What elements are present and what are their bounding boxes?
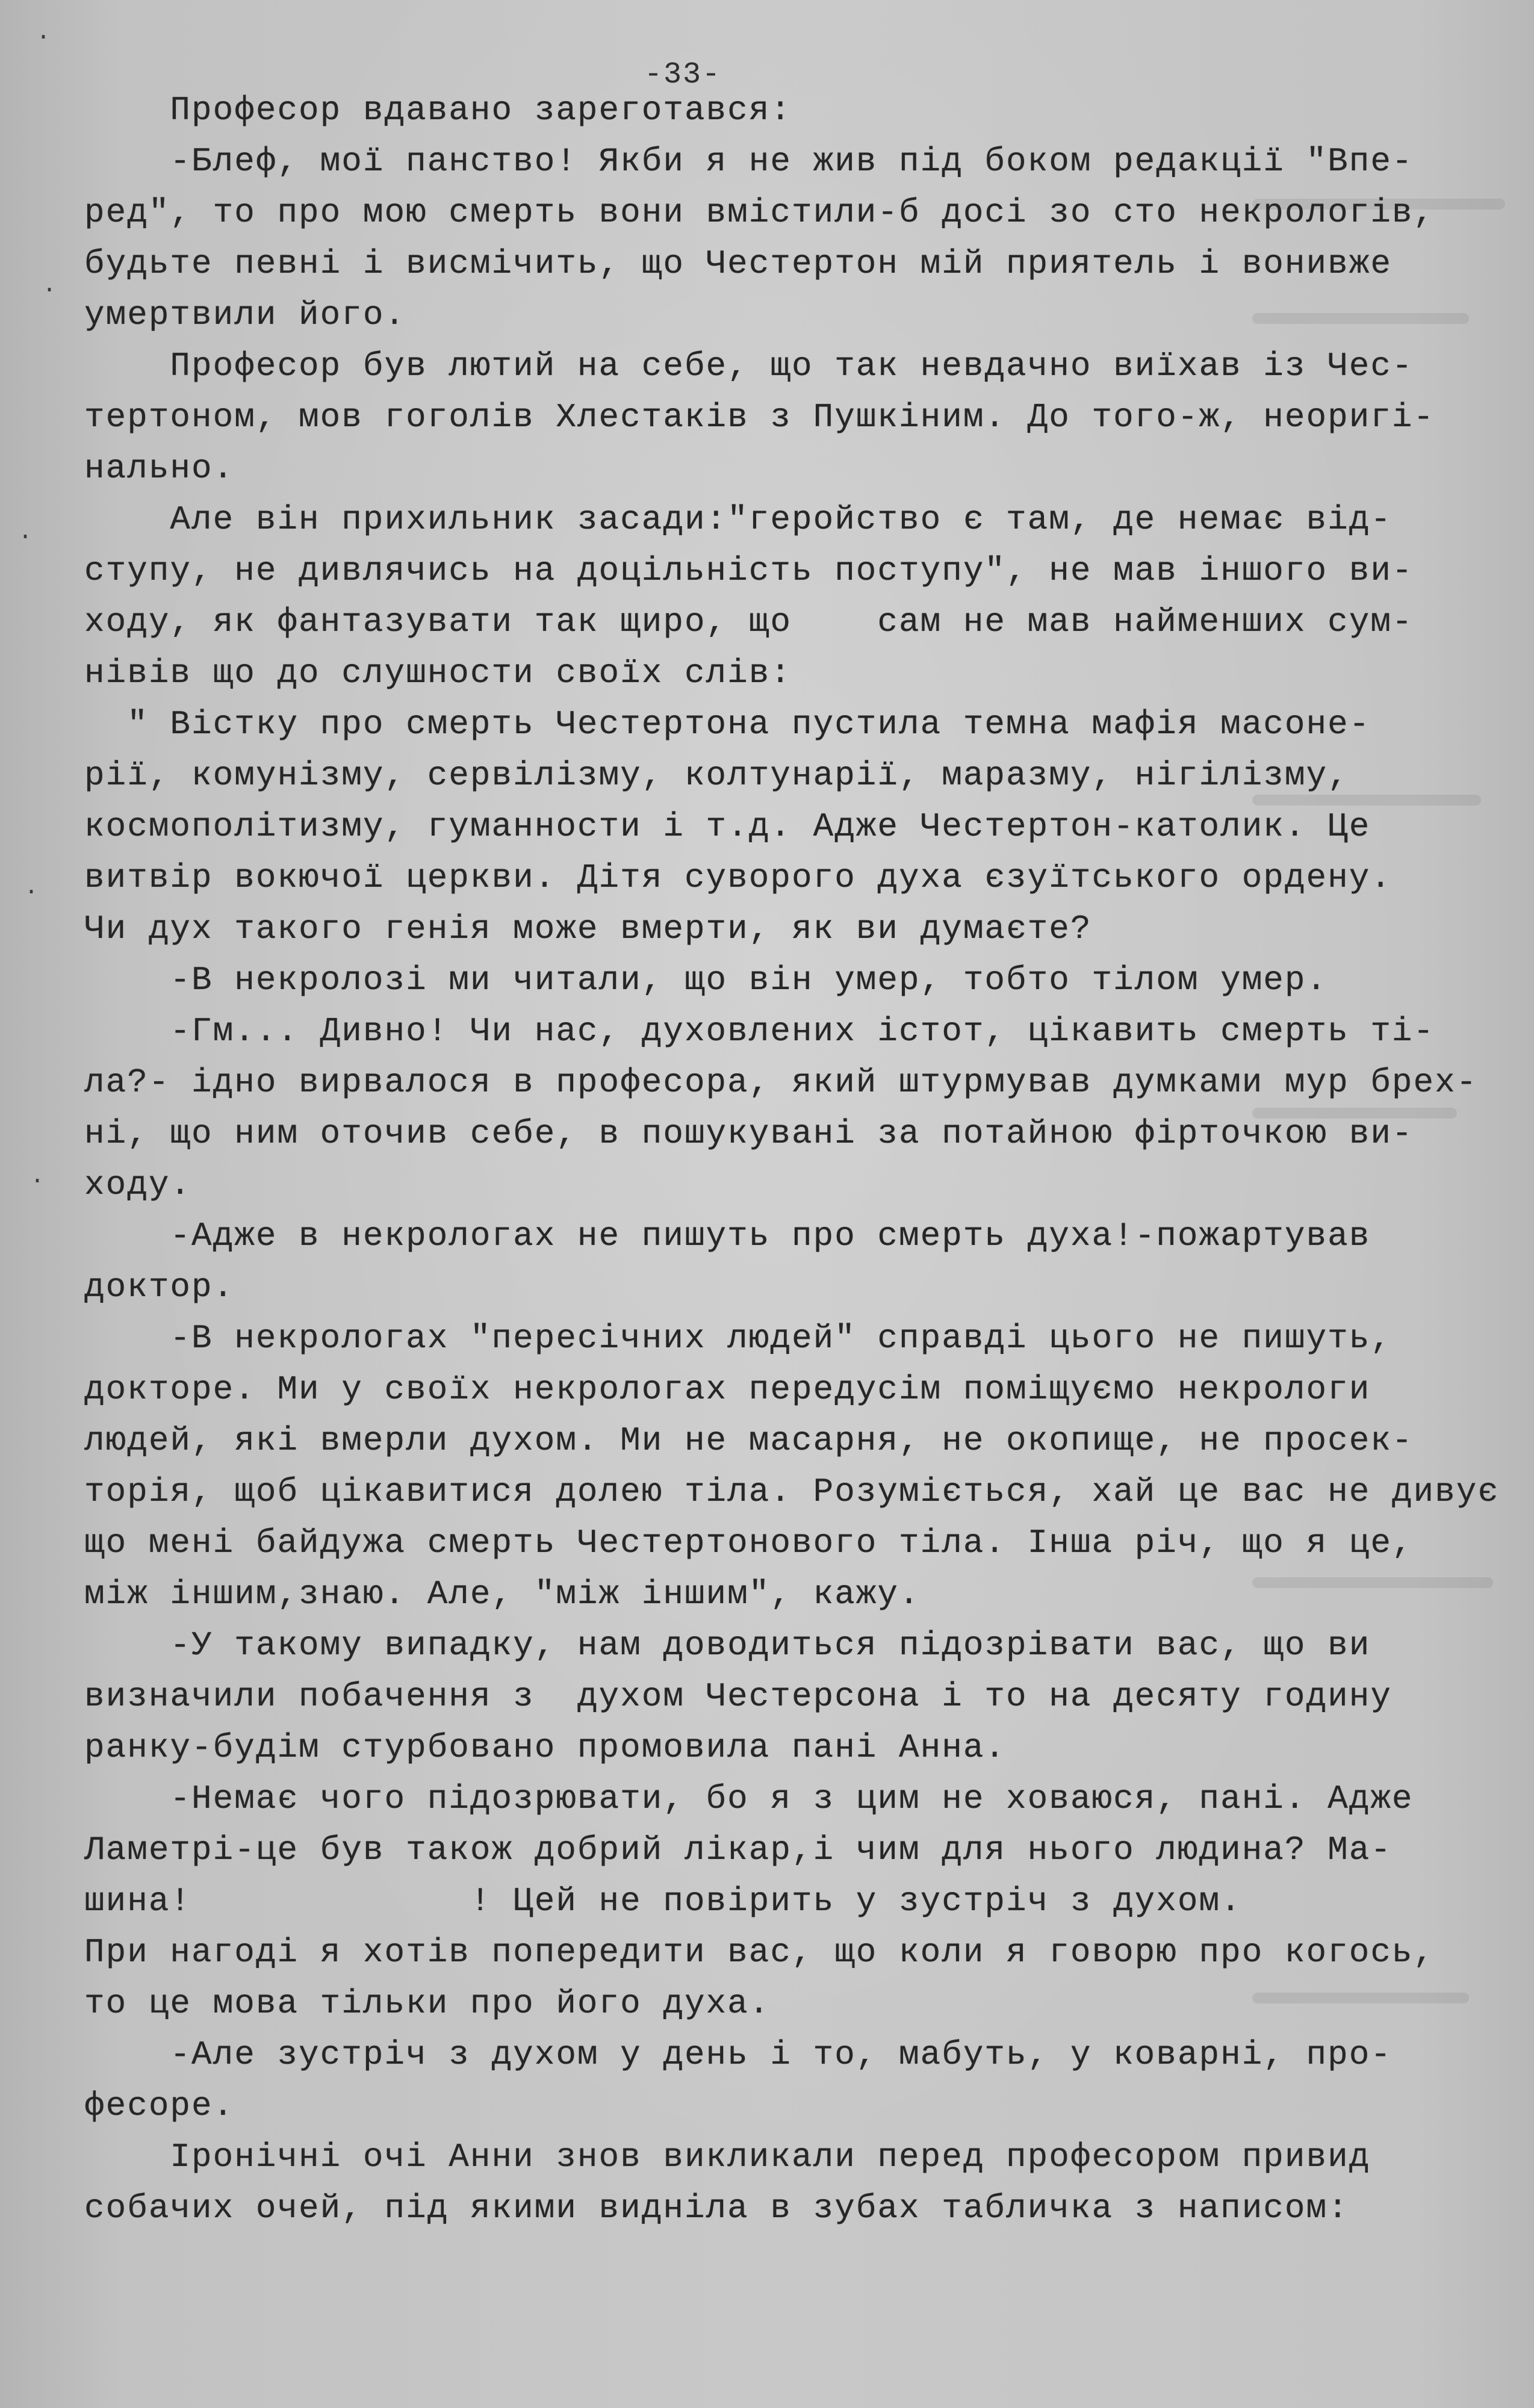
text-line: нально. (84, 449, 235, 488)
text-line: що мені байдужа смерть Честертонового тіла. Інша річ, що я це, (84, 1524, 1414, 1562)
text-line: -В некролозі ми читали, що він умер, тобто тілом умер. (84, 961, 1328, 999)
text-line: " Вістку про смерть Честертона пустила темна мафія масоне- (84, 705, 1371, 743)
text-line: між іншим,знаю. Але, "між іншим", кажу. (84, 1575, 921, 1613)
scan-speck: · (36, 24, 51, 51)
text-line: нівів що до слушности своїх слів: (84, 654, 792, 692)
text-line: витвір вокючої церкви. Дітя суворого духа єзуїтського ордену. (84, 858, 1392, 897)
text-line: собачих очей, під якими видніла в зубах табличка з написом: (84, 2189, 1349, 2227)
text-line: тертоном, мов гоголів Хлестаків з Пушкіним. До того-ж, неоригі- (84, 398, 1435, 436)
text-line: ранку-будім стурбовано промовила пані Анна. (84, 1728, 1007, 1767)
text-line: Але він прихильник засади:"геройство є там, де немає від- (84, 500, 1392, 539)
text-line: доктор. (84, 1268, 235, 1306)
text-line: -Блеф, мої панство! Якби я не жив під боком редакції "Впе- (84, 142, 1414, 181)
text-line: торія, щоб цікавитися долею тіла. Розуміється, хай це вас не дивує (84, 1472, 1499, 1511)
text-line: будьте певні і висмічить, що Честертон мій приятель і вонивже (84, 244, 1392, 283)
text-line: -Гм... Дивно! Чи нас, духовлених істот, цікавить смерть ті- (84, 1012, 1435, 1050)
text-line: визначили побачення з духом Честерсона і то на десяту годину (84, 1677, 1392, 1716)
text-line: Чи дух такого генія може вмерти, як ви думаєте? (84, 910, 1092, 948)
text-line: -Адже в некрологах не пишуть про смерть духа!-пожартував (84, 1217, 1371, 1255)
scan-speck: · (24, 879, 39, 906)
text-line: Іронічні очі Анни знов викликали перед професором привид (84, 2138, 1371, 2176)
bleed-through-smudge (1252, 313, 1469, 324)
text-line: то це мова тільки про його духа. (84, 1984, 771, 2023)
text-line: -Немає чого підозрювати, бо я з цим не ховаюся, пані. Адже (84, 1780, 1414, 1818)
scan-speck: · (18, 524, 33, 551)
text-line: ла?- ідно вирвалося в професора, який штурмував думками мур брех- (84, 1063, 1478, 1102)
text-line: ходу, як фантазувати так щиро, що сам не мав найменших сум- (84, 603, 1414, 641)
text-line: Професор був лютий на себе, що так невдачно виїхав із Чес- (84, 347, 1414, 385)
text-line: -У такому випадку, нам доводиться підозрівати вас, що ви (84, 1626, 1371, 1665)
text-line: рії, комунізму, сервілізму, колтунарії, маразму, нігілізму, (84, 756, 1349, 795)
text-line: людей, які вмерли духом. Ми не масарня, не окопище, не просек- (84, 1421, 1414, 1460)
text-line: умертвили його. (84, 296, 406, 334)
text-line: докторе. Ми у своїх некрологах передусім поміщуємо некрологи (84, 1370, 1371, 1409)
text-line: фесоре. (84, 2087, 235, 2125)
scan-speck: · (42, 277, 57, 304)
text-line: ні, що ним оточив себе, в пошукувані за потайною фірточкою ви- (84, 1114, 1414, 1153)
text-line: ступу, не дивлячись на доцільність поступу", не мав іншого ви- (84, 551, 1414, 590)
text-line: космополітизму, гуманности і т.д. Адже Честертон-католик. Це (84, 807, 1371, 846)
text-line: ходу. (84, 1165, 192, 1204)
bleed-through-smudge (1252, 1993, 1469, 2003)
scan-speck: · (30, 1168, 45, 1195)
text-line: -В некрологах "пересічних людей" справді цього не пишуть, (84, 1319, 1392, 1358)
page-number: -33- (644, 58, 722, 92)
text-line: Ламетрі-це був також добрий лікар,і чим для нього людина? Ма- (84, 1831, 1392, 1869)
text-line: При нагоді я хотів попередити вас, що коли я говорю про когось, (84, 1933, 1435, 1972)
bleed-through-smudge (1252, 795, 1481, 805)
text-line: ред", то про мою смерть вони вмістили-б досі зо сто некрологів, (84, 193, 1435, 232)
bleed-through-smudge (1252, 1577, 1493, 1588)
text-line: Професор вдавано зареготався: (84, 91, 792, 129)
text-line: -Але зустріч з духом у день і то, мабуть, у коварні, про- (84, 2035, 1392, 2074)
text-line: шина! ! Цей не повірить у зустріч з духом. (84, 1882, 1242, 1920)
